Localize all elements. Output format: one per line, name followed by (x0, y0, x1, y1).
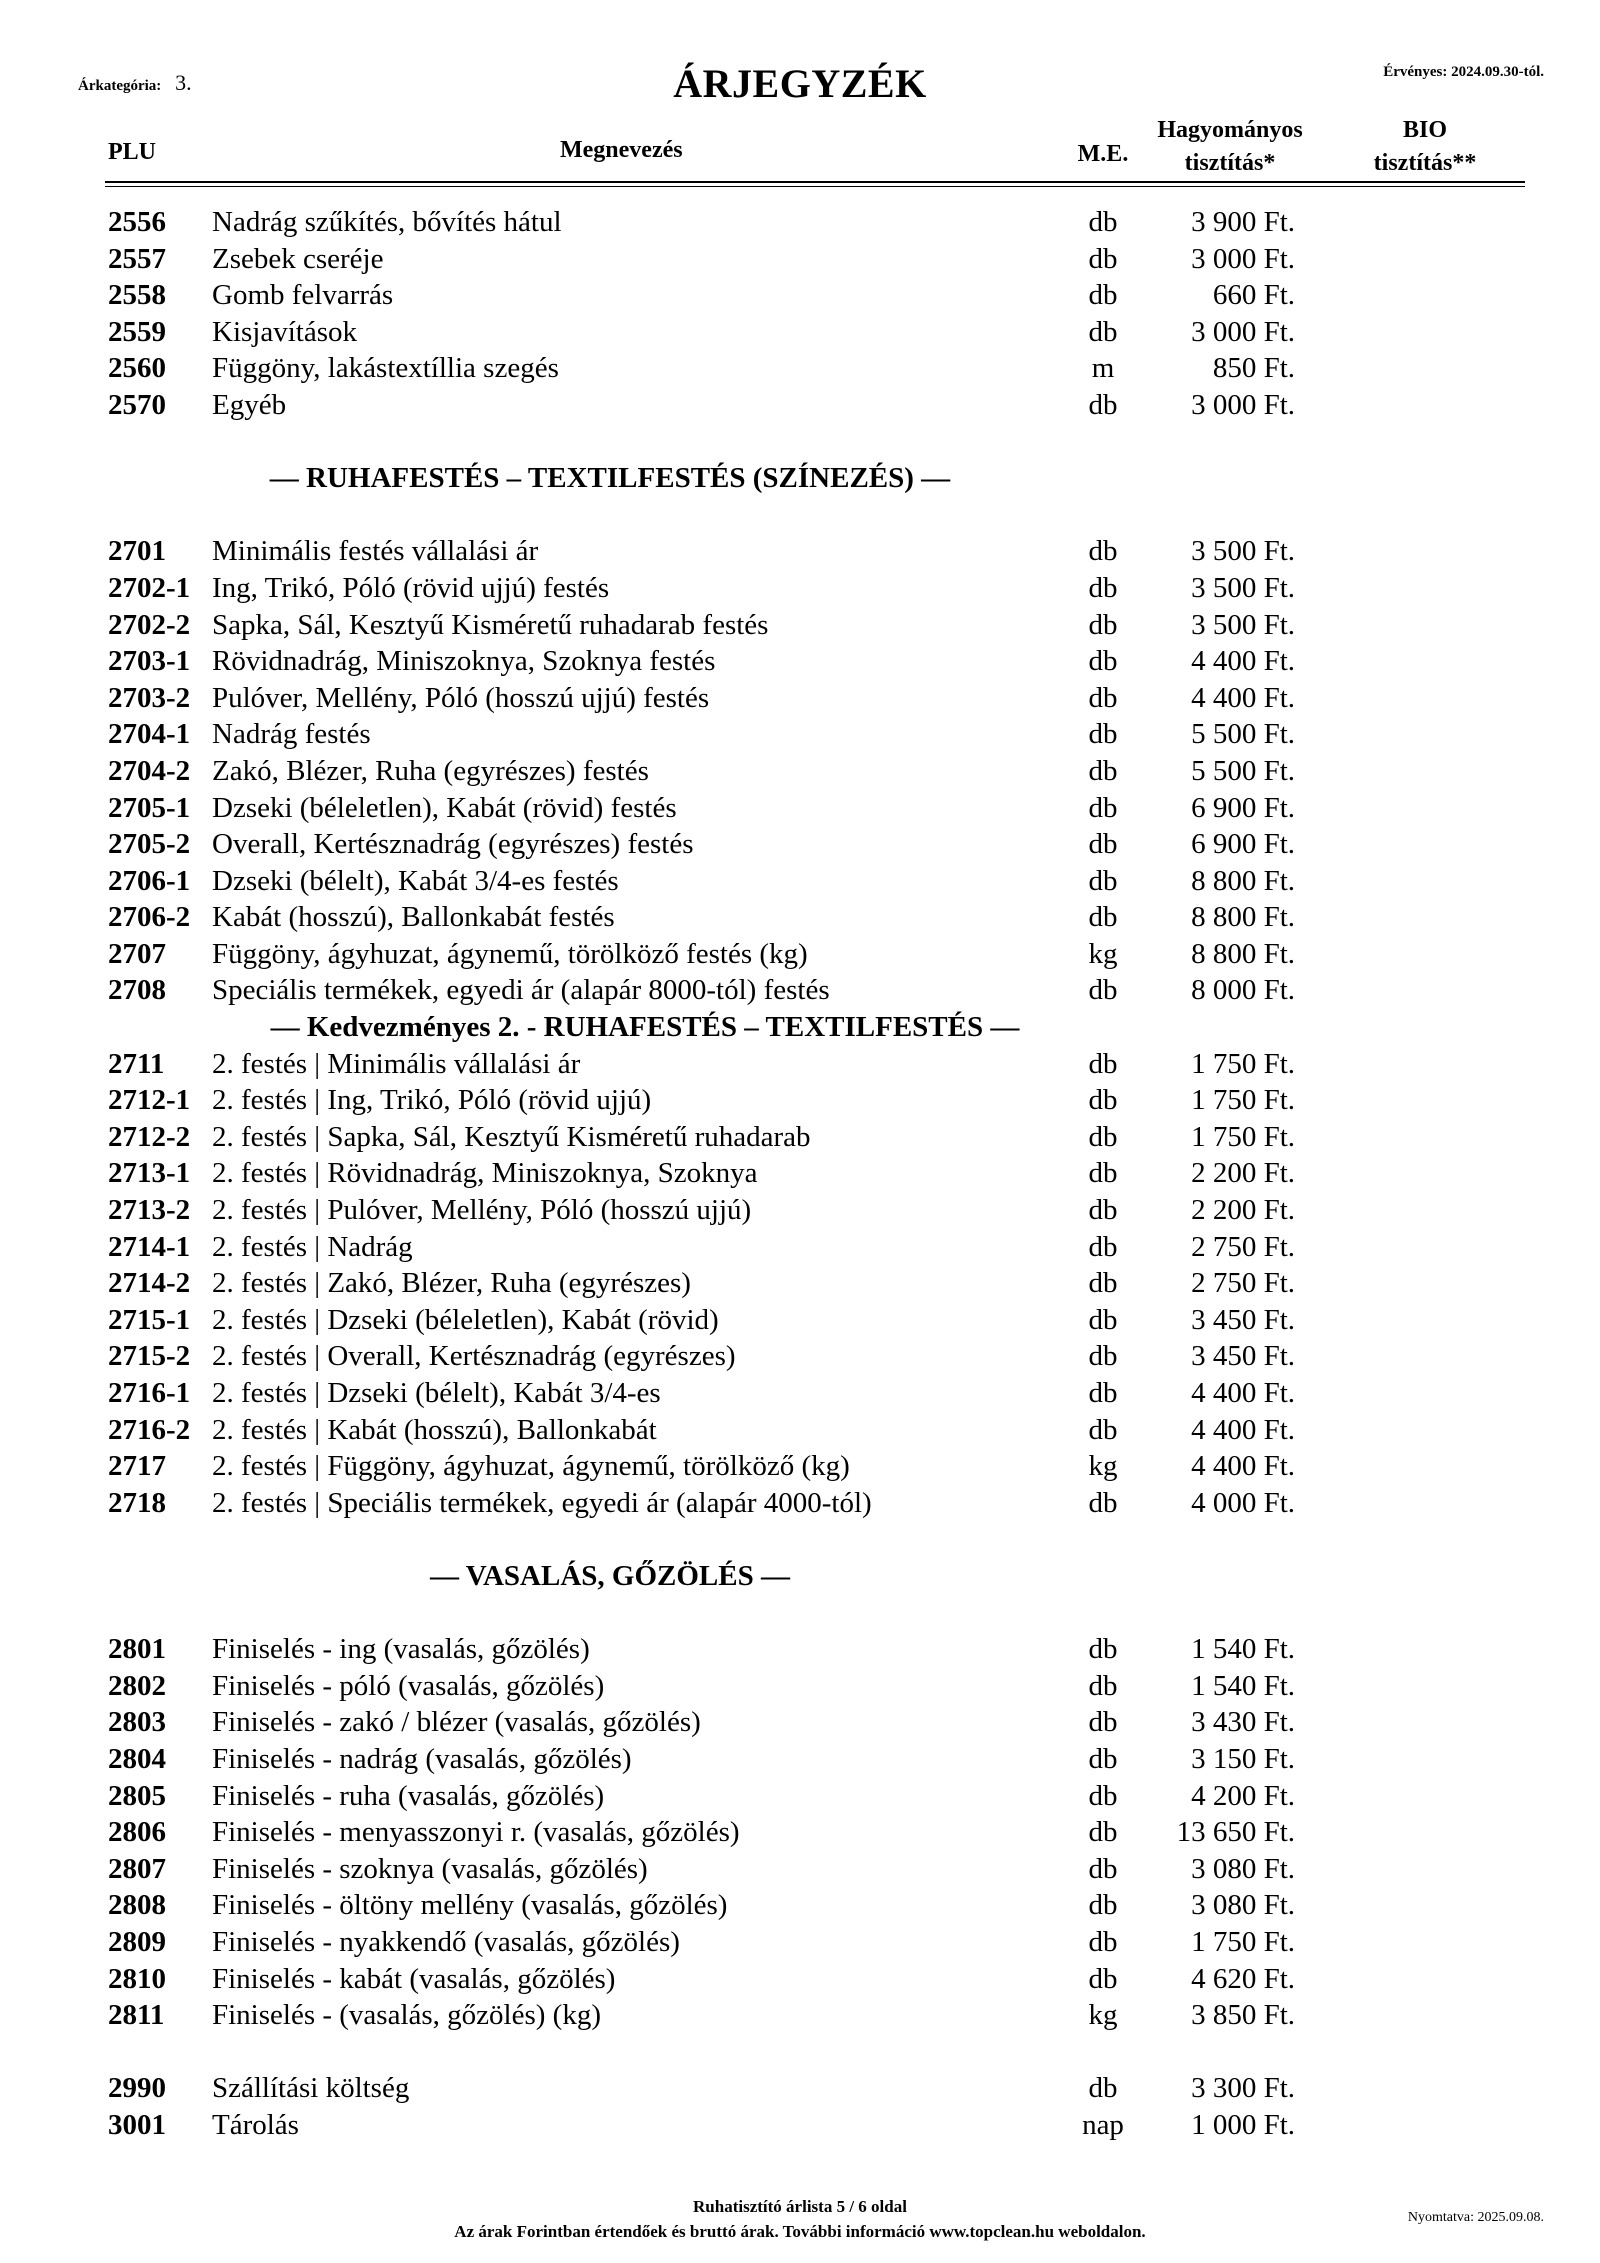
spacer (0, 1595, 1600, 1632)
name-cell: Finiselés - ruha (vasalás, gőzölés) (212, 1779, 605, 1812)
table-row (0, 1778, 1600, 1815)
table-row (0, 2070, 1600, 2107)
table-row (0, 1851, 1600, 1888)
unit-cell: db (1088, 1669, 1118, 1702)
plu-cell: 2703-1 (108, 645, 191, 678)
plu-cell: 2557 (108, 242, 166, 275)
unit-cell: db (1088, 2072, 1118, 2105)
plu-cell: 2570 (108, 388, 166, 421)
plu-cell: 2713-1 (108, 1157, 191, 1190)
name-cell: Finiselés - nyakkendő (vasalás, gőzölés) (212, 1925, 680, 1958)
name-cell: 2. festés | Kabát (hosszú), Ballonkabát (212, 1413, 657, 1446)
table-row (0, 1668, 1600, 1705)
plu-cell: 2810 (108, 1962, 166, 1995)
plu-cell: 2717 (108, 1450, 166, 1483)
table-row (0, 1741, 1600, 1778)
price-list-body (0, 204, 1600, 2143)
price-cell: 1 540 Ft. (1191, 1633, 1295, 1666)
table-row (0, 204, 1600, 241)
table-row (0, 350, 1600, 387)
plu-cell: 2706-1 (108, 864, 191, 897)
table-row (0, 899, 1600, 936)
price-cell: 660 Ft. (1212, 279, 1295, 312)
price-cell: 1 750 Ft. (1191, 1084, 1295, 1117)
unit-cell: db (1088, 242, 1118, 275)
table-row (0, 716, 1600, 753)
price-cell: 8 800 Ft. (1191, 937, 1295, 970)
unit-cell: db (1088, 388, 1118, 421)
price-cell: 4 620 Ft. (1191, 1962, 1295, 1995)
plu-cell: 2803 (108, 1706, 166, 1739)
plu-cell: 2706-2 (108, 901, 191, 934)
name-cell: Függöny, lakástextíllia szegés (212, 352, 559, 385)
name-cell: 2. festés | Zakó, Blézer, Ruha (egyrészes) (212, 1267, 691, 1300)
name-cell: Finiselés - öltöny mellény (vasalás, gőzölés) (212, 1889, 728, 1922)
plu-cell: 2808 (108, 1889, 166, 1922)
unit-cell: db (1088, 206, 1118, 238)
price-cell: 3 300 Ft. (1191, 2072, 1295, 2105)
table-row (0, 277, 1600, 314)
plu-cell: 2558 (108, 279, 166, 312)
category-label-text: Árkategória: (78, 78, 162, 94)
price-cell: 2 200 Ft. (1191, 1194, 1295, 1227)
column-header-plu: PLU (108, 139, 156, 165)
unit-cell: db (1088, 974, 1118, 1007)
table-row (0, 1924, 1600, 1961)
price-cell: 4 400 Ft. (1191, 1450, 1295, 1483)
table-row (0, 972, 1600, 1009)
spacer (0, 497, 1600, 534)
name-cell: Zsebek cseréje (212, 242, 384, 275)
unit-cell: db (1088, 1486, 1118, 1519)
unit-cell: db (1088, 1633, 1118, 1666)
unit-cell: db (1088, 1157, 1118, 1190)
page-title: ÁRJEGYZÉK (673, 61, 927, 106)
unit-cell: db (1088, 1962, 1118, 1995)
unit-cell: db (1088, 681, 1118, 714)
name-cell: Tárolás (212, 2108, 299, 2141)
plu-cell: 2702-2 (108, 608, 191, 641)
column-header-bio (1340, 114, 1510, 180)
price-cell: 3 000 Ft. (1191, 388, 1295, 421)
plu-cell: 2702-1 (108, 571, 191, 604)
plu-cell: 2705-1 (108, 791, 191, 824)
name-cell: Finiselés - kabát (vasalás, gőzölés) (212, 1962, 616, 1995)
unit-cell: db (1088, 1267, 1118, 1300)
name-cell: Minimális festés vállalási ár (212, 535, 539, 568)
price-cell: 1 000 Ft. (1191, 2108, 1295, 2141)
table-row (0, 1485, 1600, 1522)
section-heading (0, 1558, 1600, 1595)
plu-cell: 2705-2 (108, 828, 191, 861)
price-cell: 8 800 Ft. (1191, 864, 1295, 897)
price-cell: 6 900 Ft. (1191, 828, 1295, 861)
unit-cell: db (1088, 754, 1118, 787)
unit-cell: db (1088, 791, 1118, 824)
unit-cell: db (1088, 1194, 1118, 1227)
name-cell: Speciális termékek, egyedi ár (alapár 8000-tól) festés (212, 974, 830, 1007)
table-row (0, 1192, 1600, 1229)
table-row (0, 1119, 1600, 1156)
footer-note-line: Az árak Forintban értendőek és bruttó árak. További információ www.topclean.hu weboldalon. (454, 2222, 1146, 2241)
unit-cell: db (1088, 535, 1118, 568)
category-value: 3. (175, 70, 192, 95)
price-cell: 5 500 Ft. (1191, 718, 1295, 751)
table-row (0, 826, 1600, 863)
price-cell: 1 750 Ft. (1191, 1925, 1295, 1958)
price-cell: 4 400 Ft. (1191, 645, 1295, 678)
name-cell: 2. festés | Overall, Kertésznadrág (egyrészes) (212, 1340, 736, 1373)
unit-cell: nap (1082, 2108, 1124, 2141)
table-row (0, 1448, 1600, 1485)
plu-cell: 3001 (108, 2108, 166, 2141)
price-cell: 6 900 Ft. (1191, 791, 1295, 824)
name-cell: Pulóver, Mellény, Póló (hosszú ujjú) festés (212, 681, 710, 714)
name-cell: Ing, Trikó, Póló (rövid ujjú) festés (212, 571, 610, 604)
name-cell: Dzseki (béleletlen), Kabát (rövid) festés (212, 791, 677, 824)
name-cell: 2. festés | Speciális termékek, egyedi ár (alapár 4000-tól) (212, 1486, 872, 1519)
table-row (0, 680, 1600, 717)
unit-cell: db (1088, 645, 1118, 678)
valid-from: Érvényes: 2024.09.30-tól. (1383, 64, 1544, 80)
unit-cell: db (1088, 1706, 1118, 1739)
plu-cell: 2714-2 (108, 1267, 191, 1300)
price-cell: 4 400 Ft. (1191, 1413, 1295, 1446)
unit-cell: kg (1088, 937, 1118, 970)
table-row (0, 1082, 1600, 1119)
footer-page-line: Ruhatisztító árlista 5 / 6 oldal (693, 2197, 907, 2216)
table-row (0, 533, 1600, 570)
price-cell: 1 540 Ft. (1191, 1669, 1295, 1702)
name-cell: 2. festés | Nadrág (212, 1230, 413, 1263)
plu-cell: 2559 (108, 315, 166, 348)
name-cell: Nadrág szűkítés, bővítés hátul (212, 206, 562, 238)
unit-cell: db (1088, 1084, 1118, 1117)
unit-cell: db (1088, 571, 1118, 604)
name-cell: 2. festés | Dzseki (béleletlen), Kabát (rövid) (212, 1303, 719, 1336)
unit-cell: db (1088, 901, 1118, 934)
table-row (0, 1814, 1600, 1851)
table-row (0, 643, 1600, 680)
section-heading-text: — VASALÁS, GŐZÖLÉS — (430, 1559, 790, 1592)
price-cell: 4 000 Ft. (1191, 1486, 1295, 1519)
name-cell: Finiselés - szoknya (vasalás, gőzölés) (212, 1852, 648, 1885)
price-cell: 3 850 Ft. (1191, 1999, 1295, 2032)
column-header-bio-line2: tisztítás** (1373, 150, 1477, 176)
price-cell: 4 200 Ft. (1191, 1779, 1295, 1812)
unit-cell: db (1088, 1047, 1118, 1080)
name-cell: Sapka, Sál, Kesztyű Kisméretű ruhadarab festés (212, 608, 769, 641)
price-cell: 5 500 Ft. (1191, 754, 1295, 787)
name-cell: Rövidnadrág, Miniszoknya, Szoknya festés (212, 645, 716, 678)
name-cell: Gomb felvarrás (212, 279, 394, 312)
plu-cell: 2704-2 (108, 754, 191, 787)
plu-cell: 2708 (108, 974, 166, 1007)
plu-cell: 2707 (108, 937, 166, 970)
plu-cell: 2704-1 (108, 718, 191, 751)
table-row (0, 1704, 1600, 1741)
name-cell: Zakó, Blézer, Ruha (egyrészes) festés (212, 754, 649, 787)
table-row (0, 570, 1600, 607)
price-cell: 2 750 Ft. (1191, 1230, 1295, 1263)
unit-cell: db (1088, 1303, 1118, 1336)
price-cell: 3 150 Ft. (1191, 1742, 1295, 1775)
section-heading (0, 1009, 1600, 1046)
table-row (0, 1961, 1600, 1998)
column-header-name: Megnevezés (560, 137, 683, 163)
table-row (0, 1997, 1600, 2034)
plu-cell: 2712-2 (108, 1120, 191, 1153)
unit-cell: db (1088, 864, 1118, 897)
name-cell: Finiselés - zakó / blézer (vasalás, gőzölés) (212, 1706, 701, 1739)
name-cell: 2. festés | Függöny, ágyhuzat, ágynemű, törölköző (kg) (212, 1450, 850, 1483)
price-cell: 3 500 Ft. (1191, 535, 1295, 568)
section-heading (0, 460, 1600, 497)
price-cell: 3 450 Ft. (1191, 1340, 1295, 1373)
name-cell: Finiselés - (vasalás, gőzölés) (kg) (212, 1999, 601, 2032)
plu-cell: 2805 (108, 1779, 166, 1812)
plu-cell: 2804 (108, 1742, 166, 1775)
column-header-bio-line1: BIO (1402, 117, 1447, 143)
spacer (0, 1521, 1600, 1558)
price-cell: 3 430 Ft. (1191, 1706, 1295, 1739)
price-cell: 3 500 Ft. (1191, 608, 1295, 641)
plu-cell: 2990 (108, 2072, 166, 2105)
price-cell: 4 400 Ft. (1191, 681, 1295, 714)
plu-cell: 2713-2 (108, 1194, 191, 1227)
name-cell: Dzseki (bélelt), Kabát 3/4-es festés (212, 864, 619, 897)
name-cell: Finiselés - nadrág (vasalás, gőzölés) (212, 1742, 632, 1775)
unit-cell: db (1088, 1120, 1118, 1153)
table-row (0, 1046, 1600, 1083)
table-row (0, 863, 1600, 900)
plu-cell: 2802 (108, 1669, 166, 1702)
name-cell: Finiselés - menyasszonyi r. (vasalás, gőzölés) (212, 1816, 740, 1849)
unit-cell: kg (1088, 1999, 1118, 2032)
name-cell: 2. festés | Minimális vállalási ár (212, 1047, 581, 1080)
table-row (0, 753, 1600, 790)
price-cell: 3 500 Ft. (1191, 571, 1295, 604)
column-header-unit: M.E. (1077, 141, 1129, 167)
column-header-traditional (1130, 114, 1330, 180)
table-row (0, 387, 1600, 424)
price-cell: 3 080 Ft. (1191, 1852, 1295, 1885)
table-row (0, 1631, 1600, 1668)
printed-date: Nyomtatva: 2025.09.08. (1407, 2210, 1544, 2225)
price-cell: 3 000 Ft. (1191, 315, 1295, 348)
unit-cell: db (1088, 1377, 1118, 1409)
name-cell: Függöny, ágyhuzat, ágynemű, törölköző festés (kg) (212, 937, 808, 970)
table-row (0, 241, 1600, 278)
name-cell: Nadrág festés (212, 718, 371, 751)
section-heading-text: — Kedvezményes 2. - RUHAFESTÉS – TEXTILFESTÉS — (270, 1011, 1020, 1044)
price-cell: 850 Ft. (1212, 352, 1295, 385)
plu-cell: 2556 (108, 206, 166, 238)
price-cell: 13 650 Ft. (1176, 1816, 1295, 1849)
name-cell: 2. festés | Pulóver, Mellény, Póló (hosszú ujjú) (212, 1194, 752, 1227)
plu-cell: 2718 (108, 1486, 166, 1519)
table-row (0, 1302, 1600, 1339)
plu-cell: 2809 (108, 1925, 166, 1958)
unit-cell: db (1088, 1925, 1118, 1958)
price-cell: 3 000 Ft. (1191, 242, 1295, 275)
plu-cell: 2806 (108, 1816, 166, 1849)
plu-cell: 2716-1 (108, 1377, 191, 1409)
price-cell: 3 900 Ft. (1191, 206, 1295, 238)
name-cell: 2. festés | Ing, Trikó, Póló (rövid ujjú) (212, 1084, 652, 1117)
plu-cell: 2701 (108, 535, 166, 568)
name-cell: Finiselés - póló (vasalás, gőzölés) (212, 1669, 605, 1702)
unit-cell: db (1088, 828, 1118, 861)
table-row (0, 1375, 1600, 1412)
table-row (0, 607, 1600, 644)
price-cell: 3 450 Ft. (1191, 1303, 1295, 1336)
price-cell: 4 400 Ft. (1191, 1377, 1295, 1409)
unit-cell: m (1091, 352, 1115, 385)
column-header-traditional-line2: tisztítás* (1184, 150, 1276, 176)
unit-cell: db (1088, 1742, 1118, 1775)
plu-cell: 2715-1 (108, 1303, 191, 1336)
plu-cell: 2560 (108, 352, 166, 385)
plu-cell: 2703-2 (108, 681, 191, 714)
header-rule-thick (105, 181, 1525, 183)
unit-cell: db (1088, 1889, 1118, 1922)
name-cell: Kisjavítások (212, 315, 357, 348)
unit-cell: db (1088, 1340, 1118, 1373)
price-cell: 2 750 Ft. (1191, 1267, 1295, 1300)
unit-cell: db (1088, 608, 1118, 641)
unit-cell: db (1088, 1816, 1118, 1849)
section-heading-text: — RUHAFESTÉS – TEXTILFESTÉS (SZÍNEZÉS) — (269, 462, 951, 495)
table-row (0, 936, 1600, 973)
unit-cell: db (1088, 1852, 1118, 1885)
unit-cell: db (1088, 1230, 1118, 1263)
name-cell: Overall, Kertésznadrág (egyrészes) festés (212, 828, 694, 861)
name-cell: 2. festés | Sapka, Sál, Kesztyű Kisméretű ruhadarab (212, 1120, 811, 1153)
table-row (0, 1887, 1600, 1924)
table-row (0, 1229, 1600, 1266)
unit-cell: kg (1088, 1450, 1118, 1483)
price-cell: 8 800 Ft. (1191, 901, 1295, 934)
name-cell: Finiselés - ing (vasalás, gőzölés) (212, 1633, 590, 1666)
price-cell: 1 750 Ft. (1191, 1120, 1295, 1153)
plu-cell: 2811 (108, 1999, 165, 2032)
unit-cell: db (1088, 1413, 1118, 1446)
spacer (0, 2034, 1600, 2071)
name-cell: 2. festés | Dzseki (bélelt), Kabát 3/4-es (212, 1377, 661, 1409)
table-row (0, 790, 1600, 827)
header-rule-thin (105, 186, 1525, 187)
price-cell: 1 750 Ft. (1191, 1047, 1295, 1080)
name-cell: 2. festés | Rövidnadrág, Miniszoknya, Szoknya (212, 1157, 758, 1190)
spacer (0, 424, 1600, 461)
plu-cell: 2712-1 (108, 1084, 191, 1117)
table-row (0, 1338, 1600, 1375)
name-cell: Egyéb (212, 388, 287, 421)
plu-cell: 2807 (108, 1852, 166, 1885)
table-row (0, 314, 1600, 351)
name-cell: Kabát (hosszú), Ballonkabát festés (212, 901, 615, 934)
plu-cell: 2714-1 (108, 1230, 191, 1263)
table-row (0, 2107, 1600, 2144)
price-cell: 3 080 Ft. (1191, 1889, 1295, 1922)
price-cell: 2 200 Ft. (1191, 1157, 1295, 1190)
unit-cell: db (1088, 718, 1118, 751)
table-row (0, 1412, 1600, 1449)
unit-cell: db (1088, 315, 1118, 348)
plu-cell: 2716-2 (108, 1413, 191, 1446)
table-row (0, 1265, 1600, 1302)
plu-cell: 2715-2 (108, 1340, 191, 1373)
price-cell: 8 000 Ft. (1191, 974, 1295, 1007)
plu-cell: 2711 (108, 1047, 165, 1080)
name-cell: Szállítási költség (212, 2072, 410, 2105)
column-header-traditional-line1: Hagyományos (1157, 117, 1303, 143)
plu-cell: 2801 (108, 1633, 166, 1666)
unit-cell: db (1088, 1779, 1118, 1812)
unit-cell: db (1088, 279, 1118, 312)
table-row (0, 1155, 1600, 1192)
